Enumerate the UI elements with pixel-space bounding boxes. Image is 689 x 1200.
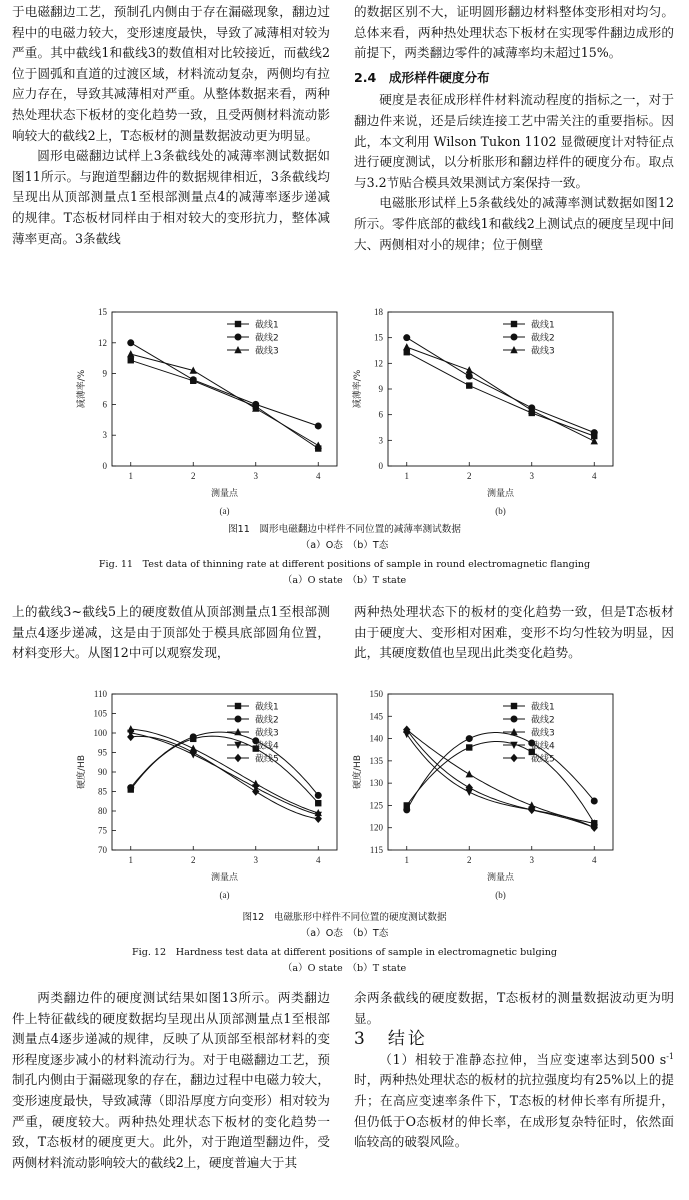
legend-label: 截线5 <box>531 754 555 765</box>
fig12-sub-cn: （a）O态 （b）T态 <box>300 928 389 939</box>
y-tick-label: 90 <box>98 767 107 777</box>
x-tick-label: 2 <box>191 471 196 481</box>
legend-label: 截线1 <box>531 320 555 331</box>
legend-marker <box>510 754 517 762</box>
y-tick-label: 105 <box>93 708 107 719</box>
data-point <box>190 733 197 740</box>
y-tick-label: 0 <box>102 461 107 471</box>
figure-12a <box>72 688 348 910</box>
series-line <box>407 338 595 433</box>
figure-12b <box>348 688 624 910</box>
data-point <box>127 784 134 791</box>
paragraph: 的数据区别不大，证明圆形翻边材料整体变形相对均匀。总体来看，两种热处理状态下板材在实现零件翻边成形的前提下，两类翻边零件的减薄率均未超过15%。 <box>354 4 674 61</box>
section-heading: 2.4 成形样件硬度分布 <box>354 69 490 85</box>
data-point <box>315 792 322 799</box>
chart-12b <box>348 688 624 910</box>
x-tick-label: 4 <box>592 855 597 865</box>
y-tick-label: 125 <box>369 800 383 811</box>
y-tick-label: 150 <box>369 689 383 699</box>
y-tick-label: 3 <box>102 430 107 441</box>
chart-12a <box>72 688 348 910</box>
series-line <box>131 732 318 795</box>
data-point <box>466 373 473 380</box>
fig12-sub-en: （a）O state （b）T state <box>282 963 407 974</box>
data-point <box>315 800 321 806</box>
conclusion-text: （1）相较于准静态拉伸，当应变速率达到500 s <box>379 1051 667 1067</box>
x-axis-label: 测量点 <box>210 873 239 883</box>
y-tick-label: 12 <box>98 337 107 348</box>
y-tick-label: 115 <box>369 845 383 855</box>
y-axis-label: 硬度/HB <box>77 755 87 789</box>
paragraph: 于电磁翻边工艺，预制孔内侧由于存在漏磁现象，翻边过程中的电磁力较大，变形速度最快，导致了减薄相对较为严重。其中截线1和截线3的数值相对比较接近，而截线2位于圆弧和直道的过渡区域，材料流动复杂，两侧均有拉应力存在，导致其减薄相对严重。从整体数据来看，两种热处理状态下板材的变化趋势一致，且受两侧材料流动影响较大的截线2上，T态板材的测量数据波动更为明显。 <box>12 4 330 143</box>
series-line <box>407 742 595 824</box>
y-tick-label: 145 <box>369 711 383 722</box>
legend-label: 截线2 <box>255 333 279 344</box>
plot-frame <box>388 694 613 850</box>
legend-label: 截线4 <box>531 741 555 752</box>
data-point <box>315 422 322 429</box>
fig12-caption-en: Fig. 12 Hardness test data at different positions of sample in electromagnetic bulging <box>131 947 558 958</box>
legend-label: 截线3 <box>531 728 555 739</box>
panel-label: (a) <box>219 890 230 900</box>
y-tick-label: 75 <box>98 825 107 836</box>
series-line <box>131 736 318 818</box>
legend-label: 截线3 <box>255 346 279 357</box>
figure-11b <box>348 306 618 524</box>
y-tick-label: 0 <box>378 461 383 471</box>
y-tick-label: 18 <box>374 307 383 317</box>
paragraph: 电磁胀形试样上5条截线处的减薄率测试数据如图12所示。零件底部的截线1和截线2上测试点的硬度呈现中间大、两侧相对小的规律；位于侧壁 <box>354 195 674 252</box>
y-tick-label: 6 <box>378 409 383 420</box>
x-tick-label: 4 <box>316 471 321 481</box>
legend-label: 截线2 <box>531 715 555 726</box>
figure-11a <box>72 306 342 524</box>
data-point <box>127 339 134 346</box>
section-heading: 3 结论 <box>354 1029 428 1050</box>
y-tick-label: 3 <box>378 435 383 446</box>
legend-label: 截线2 <box>255 715 279 726</box>
data-point <box>403 334 410 341</box>
x-tick-label: 3 <box>253 855 258 865</box>
y-tick-label: 120 <box>369 822 383 833</box>
y-tick-label: 9 <box>102 368 107 379</box>
y-tick-label: 12 <box>374 358 383 369</box>
paragraph: 圆形电磁翻边试样上3条截线处的减薄率测试数据如图11所示。与跑道型翻边件的数据规律相近，3条截线均呈现出从顶部测量点1至根部测量点4的减薄率逐步递减的规律。T态板材同样由于相对较大的变形抗力，整体减薄率更高。3条截线 <box>12 148 330 246</box>
legend-marker <box>235 703 241 709</box>
y-tick-label: 130 <box>369 778 383 789</box>
panel-label: (b) <box>495 890 506 900</box>
text-column-bottom-left <box>12 988 330 1173</box>
data-point <box>466 382 472 388</box>
x-axis-label: 测量点 <box>210 489 239 499</box>
chart-11a <box>72 306 342 524</box>
x-tick-label: 4 <box>316 855 321 865</box>
x-axis-label: 测量点 <box>486 489 515 499</box>
data-point <box>403 343 410 350</box>
series-line <box>131 354 318 445</box>
x-tick-label: 1 <box>404 471 409 481</box>
data-point <box>591 429 598 436</box>
legend-marker <box>235 716 242 723</box>
text-column-mid-right <box>354 602 674 664</box>
plot-frame <box>112 694 337 850</box>
x-tick-label: 1 <box>128 855 133 865</box>
paragraph: 两种热处理状态下的板材的变化趋势一致，但是T态板材由于硬度大、变形相对困难，变形不均匀性较为明显，因此，其硬度数值也呈现出此类变化趋势。 <box>354 604 674 661</box>
series-line <box>407 347 595 441</box>
conclusion-text: 时，两种热处理状态的板材的抗拉强度均有25%以上的提升；在高应变速率条件下，T态板的材伸长率有所提升，但仍低于O态板材的伸长率，在成形复杂特征时，依然面临较高的破裂风险。 <box>354 1072 674 1150</box>
fig11-caption-cn: 图11 圆形电磁翻边中样件不同位置的减薄率测试数据 <box>228 524 461 535</box>
legend-marker <box>235 321 241 327</box>
series-line <box>407 734 595 828</box>
paragraph: 硬度是表征成形样件材料流动程度的指标之一，对于翻边件来说，还是后续连接工艺中需关注的重要指标。因此，本文利用 Wilson Tukon 1102 显微硬度计对特征点进行硬度测试，以分析胀形和翻边样件的硬度分布。取点与3.2节贴合模具效果测试方案保持一致。 <box>354 92 674 190</box>
text-column-top-left <box>12 2 330 249</box>
chart-11b <box>348 306 618 524</box>
legend-marker <box>511 334 518 341</box>
data-point <box>466 366 473 373</box>
data-point <box>128 357 134 363</box>
panel-label: (a) <box>219 506 230 516</box>
y-tick-label: 95 <box>98 747 107 758</box>
legend-label: 截线5 <box>255 754 279 765</box>
series-line <box>407 352 595 436</box>
y-axis-label: 减薄率/% <box>353 369 363 409</box>
series-line <box>131 343 318 426</box>
paragraph: 余两条截线的硬度数据，T态板材的测量数据波动更为明显。 <box>354 990 674 1026</box>
series-line <box>131 736 318 803</box>
superscript: -1 <box>666 1051 674 1061</box>
legend-marker <box>234 754 241 762</box>
text-column-mid-left <box>12 602 330 664</box>
text-column-top-right <box>354 2 674 255</box>
x-tick-label: 4 <box>592 471 597 481</box>
y-tick-label: 100 <box>93 728 107 738</box>
data-point <box>591 797 598 804</box>
legend-label: 截线1 <box>531 702 555 713</box>
legend-label: 截线1 <box>255 320 279 331</box>
series-line <box>131 360 318 448</box>
x-axis-label: 测量点 <box>486 873 515 883</box>
series-line <box>407 730 595 824</box>
plot-frame <box>388 312 613 466</box>
data-point <box>466 770 473 777</box>
y-tick-label: 80 <box>98 806 107 816</box>
legend-marker <box>511 321 517 327</box>
y-tick-label: 85 <box>98 786 107 797</box>
data-point <box>190 376 197 383</box>
x-tick-label: 2 <box>467 471 472 481</box>
y-tick-label: 135 <box>369 755 383 766</box>
legend-marker <box>511 716 518 723</box>
y-tick-label: 9 <box>378 384 383 394</box>
fig11-sub-en: （a）O state （b）T state <box>282 575 407 586</box>
legend-label: 截线4 <box>255 741 279 752</box>
x-tick-label: 3 <box>529 471 534 481</box>
legend-label: 截线3 <box>255 728 279 739</box>
x-tick-label: 3 <box>253 471 258 481</box>
x-tick-label: 2 <box>191 855 196 865</box>
fig11-caption-en: Fig. 11 Test data of thinning rate at different positions of sample in round electromagnetic flanging <box>98 559 591 570</box>
data-point <box>466 735 473 742</box>
y-tick-label: 15 <box>98 307 107 317</box>
data-point <box>403 806 410 813</box>
legend-label: 截线3 <box>531 346 555 357</box>
y-tick-label: 70 <box>98 845 107 855</box>
data-point <box>127 733 134 741</box>
data-point <box>315 441 322 448</box>
data-point <box>127 350 134 357</box>
legend-label: 截线2 <box>531 333 555 344</box>
y-axis-label: 减薄率/% <box>77 369 87 409</box>
paragraph: 上的截线3~截线5上的硬度数值从顶部测量点1至根部测量点4逐步递减，这是由于顶部处于模具底部圆角位置，材料变形大。从图12中可以观察发现， <box>12 604 330 661</box>
y-tick-label: 6 <box>102 399 107 410</box>
x-tick-label: 1 <box>128 471 133 481</box>
legend-marker <box>511 703 517 709</box>
y-axis-label: 硬度/HB <box>353 755 363 789</box>
fig11-sub-cn: （a）O态 （b）T态 <box>300 540 389 551</box>
y-tick-label: 140 <box>369 733 383 744</box>
x-tick-label: 2 <box>467 855 472 865</box>
paragraph: 两类翻边件的硬度测试结果如图13所示。两类翻边件上特征截线的硬度数据均呈现出从顶部测量点1至根部测量点4逐步递减的规律，反映了从顶部至根部材料的变形程度逐步减小的材料流动行为。对于电磁翻边工艺，预制孔内侧由于漏磁现象的存在，翻边过程中电磁力较大，变形速度最快，导致减薄（即沿厚度方向变形）相对较为严重，硬度较大。两种热处理状态下板材的变化趋势一致，T态板材的硬度更大。此外，对于跑道型翻边件，受两侧材料流动影响较大的截线2上，硬度普遍大于其 <box>12 990 330 1170</box>
x-tick-label: 1 <box>404 855 409 865</box>
series-line <box>407 730 595 828</box>
x-tick-label: 3 <box>529 855 534 865</box>
legend-marker <box>235 334 242 341</box>
text-column-bottom-right <box>354 988 674 1153</box>
y-tick-label: 15 <box>374 332 383 343</box>
legend-label: 截线1 <box>255 702 279 713</box>
fig12-caption-cn: 图12 电磁胀形中样件不同位置的硬度测试数据 <box>242 912 447 923</box>
paragraph <box>354 1050 674 1153</box>
panel-label: (b) <box>495 506 506 516</box>
data-point <box>466 744 472 750</box>
y-tick-label: 110 <box>93 689 107 699</box>
